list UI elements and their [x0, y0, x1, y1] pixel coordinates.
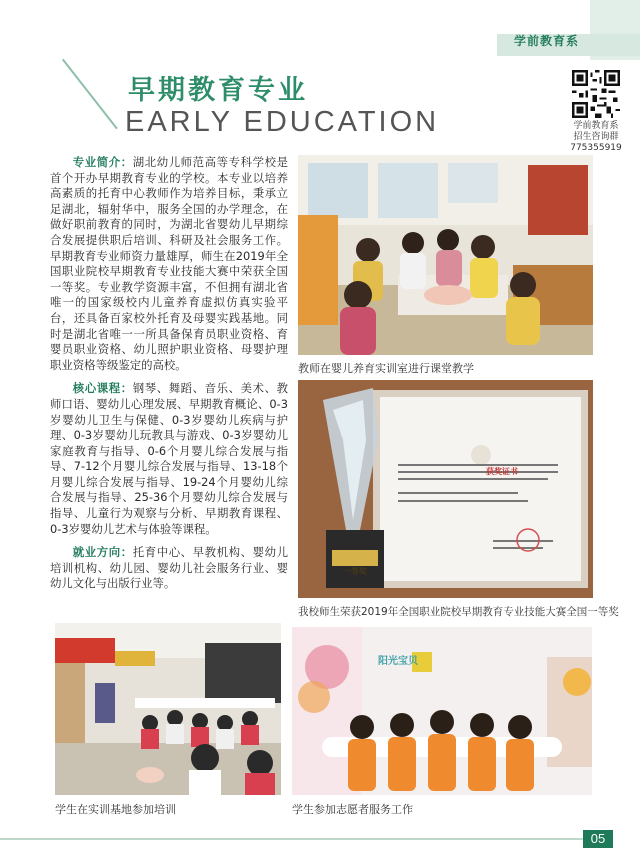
page-title: 早期教育专业: [128, 75, 308, 106]
page-title-english: EARLY EDUCATION: [125, 106, 440, 138]
classroom-caption: 教师在婴儿养育实训室进行课堂教学: [298, 362, 474, 375]
course-heading: 核心课程：: [72, 381, 133, 396]
intro-heading: 专业简介：: [72, 155, 133, 169]
intro-paragraph: [50, 155, 288, 373]
classroom-photo: [298, 155, 593, 355]
job-body: 托育中心、早教机构、婴幼儿培训机构、幼儿园、婴幼儿社会服务行业、婴幼儿文化与出版行业等。: [50, 545, 288, 591]
volunteer-photo: [292, 627, 592, 795]
qr-caption: 学前教育系 招生咨询群 775355919: [570, 121, 622, 153]
title-decoration-line: [62, 59, 118, 130]
intro-body: 湖北幼儿师范高等专科学校是首个开办早期教育专业的学校。本专业以培养高素质的托育中心教师作为培养目标，秉承立足湖北，辐射华中，服务全国的办学理念，在做好职前教育的同时，为湖北省婴幼儿早期综合发展提供职后培训、科研及社会服务工作。早期教育专业师资力量雄厚，师生在2019年全国职业院校早期教育专业技能大赛中荣获全国一等奖。专业教学资源丰富，不但拥有湖北省唯一的国家级校内儿童养育虚拟仿真实验平台，还具备百家校外托育及母婴实践基地。同时是湖北省唯一一所具备保育员职业资格、育婴员职业资格、幼儿照护职业资格、母婴护理职业资格等级鉴定的高校。: [50, 155, 288, 372]
department-label: 学前教育系: [514, 34, 580, 48]
certificate-title: 获奖证书: [486, 467, 518, 476]
award-caption: 我校师生荣获2019年全国职业院校早期教育专业技能大赛全国一等奖: [298, 606, 619, 618]
center-sign: 阳光宝贝: [378, 656, 418, 667]
page-number: 05: [583, 830, 613, 848]
trophy-label: 一等奖: [343, 567, 367, 576]
job-paragraph: [50, 545, 288, 592]
training-photo: [55, 623, 281, 795]
qr-code: [572, 70, 620, 118]
course-body: 钢琴、舞蹈、音乐、美术、教师口语、婴幼儿心理发展、早期教育概论、0-3岁婴幼儿卫生与保健、0-3岁婴幼儿疾病与护理、0-3岁婴幼儿玩教具与游戏、0-3岁婴幼儿家庭教育与指导、0-6个月婴儿综合发展与指导、7-12个月婴儿综合发展与指导、13-18个月婴儿综合发展与指导、19-24个月婴幼儿综合发展与指导、25-36个月婴幼儿综合发展与指导、儿童行为观察与分析、早期教育课程、0-3岁婴幼儿艺术与体验等课程。: [50, 381, 288, 536]
job-heading: 就业方向：: [72, 545, 133, 560]
text-column: [50, 155, 288, 600]
footer-rule: [0, 838, 583, 840]
course-paragraph: [50, 381, 288, 537]
volunteer-caption: 学生参加志愿者服务工作: [292, 803, 413, 816]
training-caption: 学生在实训基地参加培训: [55, 803, 176, 816]
